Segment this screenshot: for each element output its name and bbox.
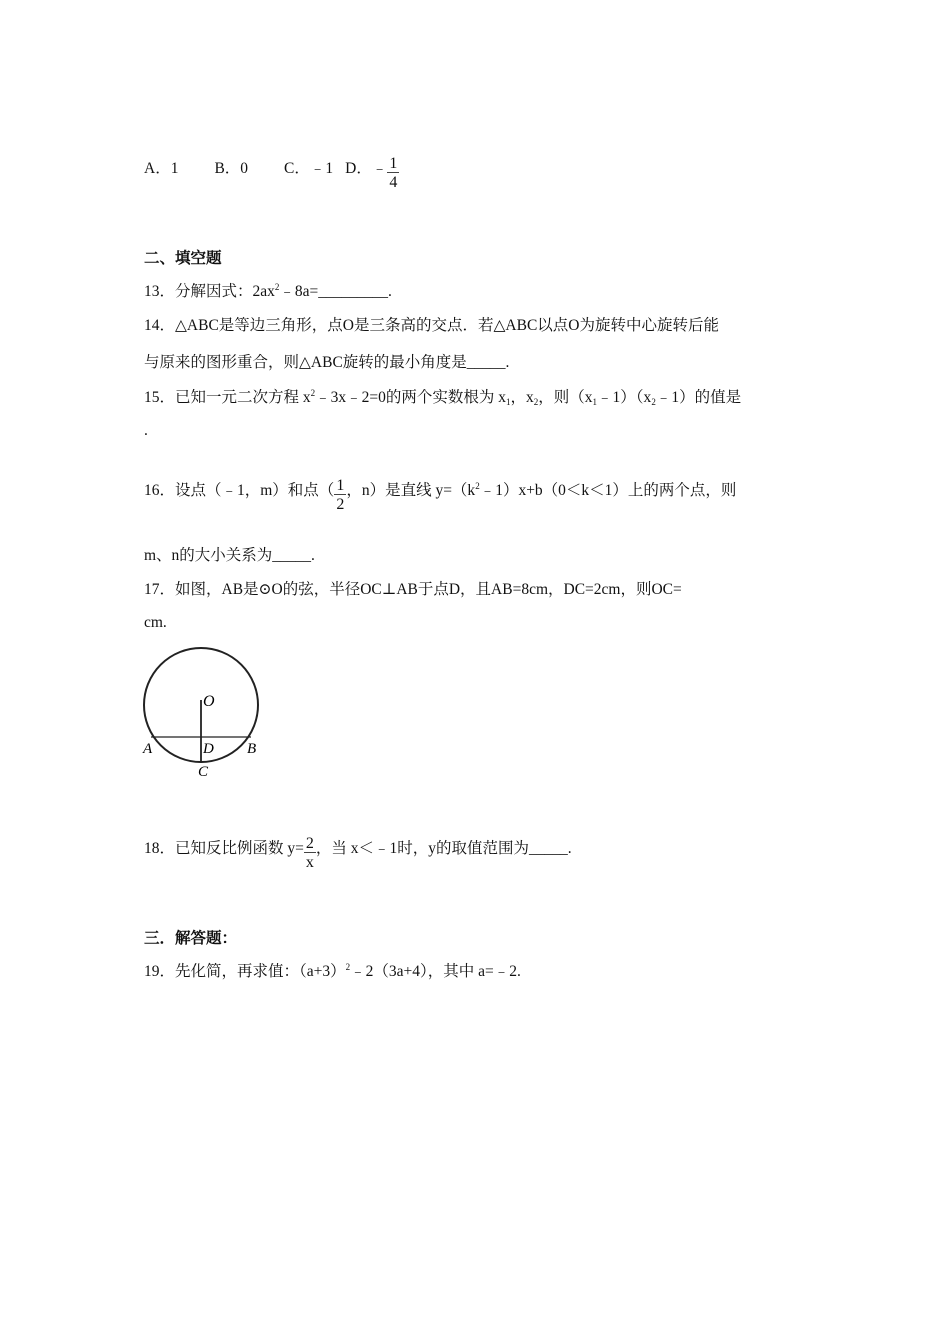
- question-15-line2: .: [144, 422, 148, 439]
- question-14-line1: 14．△ABC是等边三角形，点O是三条高的交点．若△ABC以点O为旋转中心旋转后能: [144, 317, 719, 334]
- question-15: 15．已知一元二次方程 $x^2﹣3x﹣2=0$的两个实数根为 $x_1$，$x_2$，则$(x_1﹣1)(x_2﹣1)$的值是: [144, 388, 742, 407]
- section-title-fill-blank: 二、填空题: [144, 250, 222, 267]
- question-17-line1: 17．如图，AB是⊙O的弦，半径OC⊥AB于点D，且AB=8cm，DC=2cm，则OC=: [144, 581, 682, 598]
- question-18: 18．已知反比例函数 y= $\frac{2}{x}$ ，当 x＜﹣1时，y的取值范围为_____.: [144, 835, 572, 871]
- label-a: A: [143, 741, 153, 757]
- fraction: $\frac{1}{2}$: [336, 477, 345, 513]
- label-b: B: [247, 741, 257, 757]
- circle-figure: [138, 642, 268, 782]
- fraction: $\frac{1}{4}$: [389, 155, 398, 191]
- option-d: D．﹣ $\frac{1}{4}$: [345, 155, 398, 191]
- fraction: $\frac{2}{x}$: [305, 835, 314, 871]
- option-b: B．0: [214, 160, 249, 178]
- question-19: 19．先化简，再求值：$(a+3)^2﹣2(3a+4)$，其中 a=﹣2.: [144, 962, 521, 980]
- question-16: 16．设点（﹣1，m）和点（ $\frac{1}{2}$ ，n）是直线 $y=(k^2﹣1)x+b(0<k<1)$上的两个点，则: [144, 477, 737, 513]
- label-o: O: [203, 693, 215, 710]
- question-17-line2: cm.: [144, 614, 167, 631]
- section-title-solutions: 三．解答题：: [144, 930, 238, 947]
- label-c: C: [198, 764, 209, 780]
- option-c: C．﹣1: [284, 160, 334, 178]
- q12-options: [144, 152, 399, 191]
- question-13: 13．分解因式：$2ax^2﹣8a=\_\_\_\_\_\_\_\_\_$.: [144, 282, 392, 300]
- question-14-line2: 与原来的图形重合，则△ABC旋转的最小角度是_____.: [144, 354, 510, 371]
- question-16-line2: m、n的大小关系为_____.: [144, 547, 315, 564]
- option-a: A．1: [144, 160, 179, 178]
- label-d: D: [203, 741, 214, 757]
